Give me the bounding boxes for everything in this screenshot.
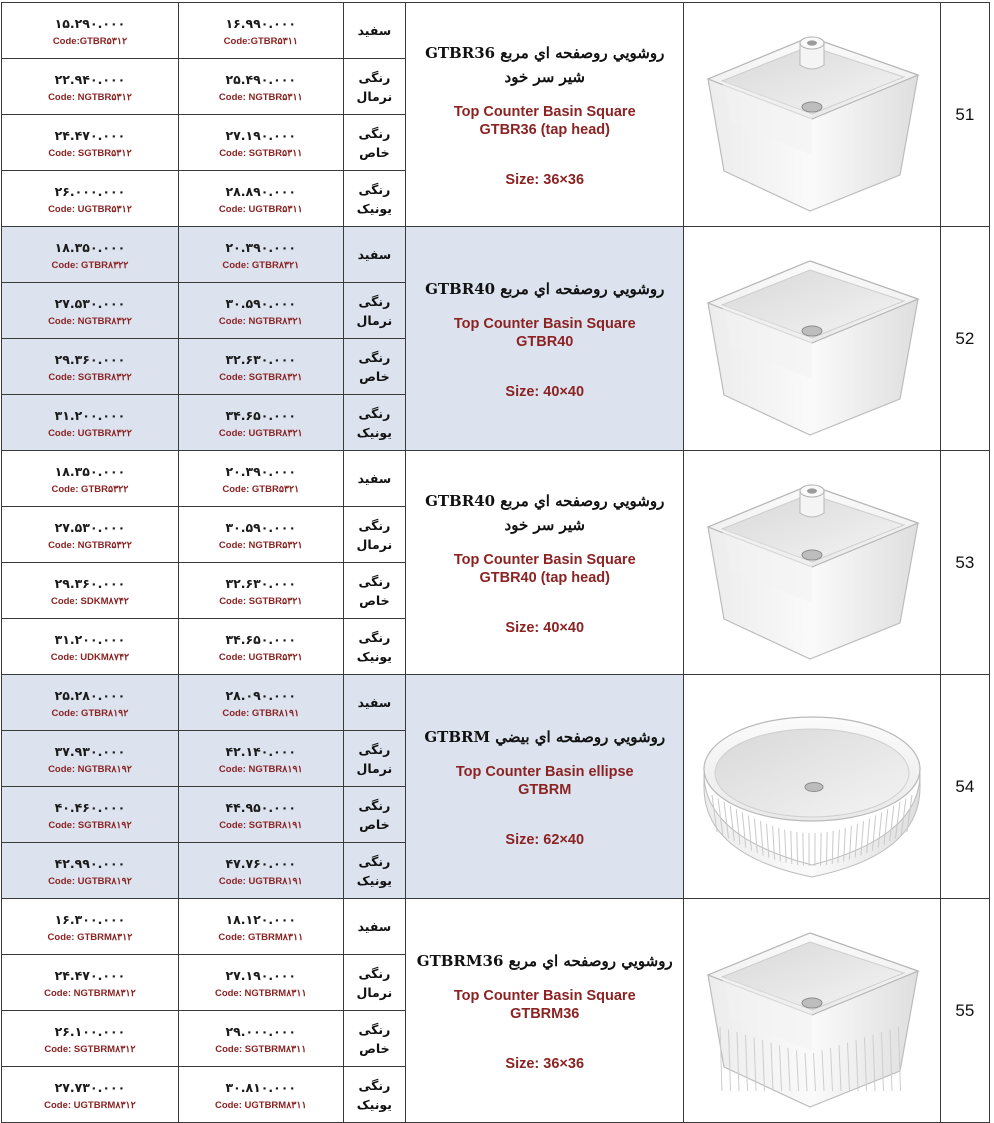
color-type-cell — [343, 339, 405, 395]
product-image-cell — [684, 3, 940, 227]
color-type-label: خاص — [344, 1039, 405, 1058]
price-1-code: Code: UGTBR۵۳۲۱ — [179, 651, 343, 665]
color-type-label: رنگی — [344, 516, 405, 535]
color-type-label: سفید — [344, 245, 405, 264]
price-2-code: Code: SDKM۸۷۴۲ — [2, 595, 178, 609]
price-1-cell — [178, 1067, 343, 1123]
color-type-label: رنگی — [344, 852, 405, 871]
color-type-label: خاص — [344, 591, 405, 610]
price-1-code: Code: SGTBR۸۳۲۱ — [179, 371, 343, 385]
price-1-value: ۲۷.۱۹۰.۰۰۰ — [179, 968, 343, 984]
color-type-label: نرمال — [344, 983, 405, 1002]
color-type-label: رنگی — [344, 348, 405, 367]
table-row — [2, 899, 990, 955]
price-1-code: Code: NGTBR۸۱۹۱ — [179, 763, 343, 777]
color-type-label: سفید — [344, 21, 405, 40]
product-image-cell — [684, 227, 940, 451]
price-1-cell — [178, 731, 343, 787]
color-type-cell — [343, 955, 405, 1011]
table-row — [2, 675, 990, 731]
color-type-label: یونیک — [344, 1095, 405, 1114]
price-1-code: Code: GTBRM۸۳۱۱ — [179, 931, 343, 945]
table-row — [2, 451, 990, 507]
price-2-value: ۱۸.۳۵۰.۰۰۰ — [2, 464, 178, 480]
color-type-cell — [343, 1067, 405, 1123]
product-size: Size: 62×40 — [406, 831, 683, 849]
price-2-value: ۲۵.۲۸۰.۰۰۰ — [2, 688, 178, 704]
row-number: 54 — [940, 675, 989, 899]
price-1-code: Code: GTBR۸۳۲۱ — [179, 259, 343, 273]
product-name-en: GTBRM — [406, 781, 683, 799]
color-type-label: رنگی — [344, 740, 405, 759]
price-2-code: Code: NGTBR۸۳۲۲ — [2, 315, 178, 329]
price-1-code: Code: GTBR۵۳۲۱ — [179, 483, 343, 497]
price-2-code: Code: GTBR۵۳۲۲ — [2, 483, 178, 497]
price-1-value: ۲۷.۱۹۰.۰۰۰ — [179, 128, 343, 144]
price-1-cell — [178, 1011, 343, 1067]
price-2-value: ۱۸.۳۵۰.۰۰۰ — [2, 240, 178, 256]
price-1-cell — [178, 59, 343, 115]
price-1-value: ۴۴.۹۵۰.۰۰۰ — [179, 800, 343, 816]
color-type-label: سفید — [344, 469, 405, 488]
product-image-cell — [684, 451, 940, 675]
color-type-label: رنگی — [344, 572, 405, 591]
price-2-value: ۲۴.۴۷۰.۰۰۰ — [2, 128, 178, 144]
price-2-code: Code: UGTBR۸۳۲۲ — [2, 427, 178, 441]
color-type-label: رنگی — [344, 124, 405, 143]
color-type-cell — [343, 899, 405, 955]
price-1-cell — [178, 899, 343, 955]
color-type-label: خاص — [344, 367, 405, 386]
price-1-value: ۲۸.۸۹۰.۰۰۰ — [179, 184, 343, 200]
color-type-cell — [343, 731, 405, 787]
price-2-value: ۲۹.۳۶۰.۰۰۰ — [2, 576, 178, 592]
price-2-cell — [2, 899, 179, 955]
price-1-code: Code: NGTBR۵۳۱۱ — [179, 91, 343, 105]
price-2-cell — [2, 3, 179, 59]
color-type-label: یونیک — [344, 871, 405, 890]
product-name-fa: شير سر خود — [406, 513, 683, 537]
price-1-value: ۲۵.۴۹۰.۰۰۰ — [179, 72, 343, 88]
color-type-label: نرمال — [344, 759, 405, 778]
color-type-cell — [343, 171, 405, 227]
price-1-code: Code: UGTBR۸۱۹۱ — [179, 875, 343, 889]
price-2-code: Code: UGTBR۵۳۱۲ — [2, 203, 178, 217]
product-size: Size: 36×36 — [406, 171, 683, 189]
price-2-value: ۳۷.۹۳۰.۰۰۰ — [2, 744, 178, 760]
price-2-cell — [2, 227, 179, 283]
price-1-code: Code: NGTBR۵۳۲۱ — [179, 539, 343, 553]
product-description — [406, 451, 684, 675]
price-2-value: ۲۲.۹۴۰.۰۰۰ — [2, 72, 178, 88]
price-2-code: Code: SGTBR۵۳۱۲ — [2, 147, 178, 161]
row-number: 55 — [940, 899, 989, 1123]
product-size: Size: 36×36 — [406, 1055, 683, 1073]
price-1-code: Code: SGTBR۸۱۹۱ — [179, 819, 343, 833]
product-description — [406, 899, 684, 1123]
price-2-code: Code: SGTBR۸۱۹۲ — [2, 819, 178, 833]
product-name-en: GTBR36 (tap head) — [406, 121, 683, 139]
price-2-value: ۳۱.۲۰۰.۰۰۰ — [2, 408, 178, 424]
price-2-value: ۴۰.۴۶۰.۰۰۰ — [2, 800, 178, 816]
oval-fluted-basin-image — [684, 687, 939, 887]
price-2-value: ۲۷.۷۳۰.۰۰۰ — [2, 1080, 178, 1096]
row-number: 53 — [940, 451, 989, 675]
color-type-cell — [343, 563, 405, 619]
price-1-code: Code: UGTBR۸۳۲۱ — [179, 427, 343, 441]
price-1-value: ۴۲.۱۴۰.۰۰۰ — [179, 744, 343, 760]
price-2-cell — [2, 675, 179, 731]
price-1-cell — [178, 395, 343, 451]
product-name-en: GTBR40 (tap head) — [406, 569, 683, 587]
color-type-label: رنگی — [344, 796, 405, 815]
price-1-value: ۳۴.۶۵۰.۰۰۰ — [179, 408, 343, 424]
price-2-cell — [2, 843, 179, 899]
product-name-fa: روشويي روصفحه اي مربع GTBRM36 — [406, 949, 683, 973]
price-2-code: Code: NGTBRM۸۳۱۲ — [2, 987, 178, 1001]
price-2-cell — [2, 171, 179, 227]
price-1-value: ۲۸.۰۹۰.۰۰۰ — [179, 688, 343, 704]
color-type-label: یونیک — [344, 199, 405, 218]
price-2-cell — [2, 451, 179, 507]
price-2-value: ۳۱.۲۰۰.۰۰۰ — [2, 632, 178, 648]
price-1-cell — [178, 507, 343, 563]
price-1-code: Code: NGTBRM۸۳۱۱ — [179, 987, 343, 1001]
price-1-code: Code: GTBR۸۱۹۱ — [179, 707, 343, 721]
product-name-fa: روشويي روصفحه اي مربع GTBR36 — [406, 41, 683, 65]
price-1-code: Code: NGTBR۸۳۲۱ — [179, 315, 343, 329]
product-name-en: GTBRM36 — [406, 1005, 683, 1023]
price-1-cell — [178, 563, 343, 619]
color-type-label: نرمال — [344, 87, 405, 106]
color-type-cell — [343, 619, 405, 675]
product-name-en: Top Counter Basin Square — [406, 987, 683, 1005]
product-name-en: Top Counter Basin Square — [406, 551, 683, 569]
product-image-cell — [684, 675, 940, 899]
price-2-code: Code: UDKM۸۷۴۲ — [2, 651, 178, 665]
color-type-label: رنگی — [344, 68, 405, 87]
price-1-value: ۳۰.۵۹۰.۰۰۰ — [179, 296, 343, 312]
price-1-cell — [178, 787, 343, 843]
price-2-cell — [2, 1067, 179, 1123]
price-2-value: ۲۶.۰۰۰.۰۰۰ — [2, 184, 178, 200]
product-size: Size: 40×40 — [406, 383, 683, 401]
product-name-en: GTBR40 — [406, 333, 683, 351]
price-2-value: ۲۹.۳۶۰.۰۰۰ — [2, 352, 178, 368]
product-image-cell — [684, 899, 940, 1123]
color-type-label: سفید — [344, 917, 405, 936]
product-name-fa: روشويي روصفحه اي بيضي GTBRM — [406, 725, 683, 749]
color-type-label: رنگی — [344, 964, 405, 983]
price-2-cell — [2, 115, 179, 171]
product-description — [406, 3, 684, 227]
price-1-cell — [178, 339, 343, 395]
product-name-en: Top Counter Basin Square — [406, 103, 683, 121]
price-1-cell — [178, 115, 343, 171]
price-2-cell — [2, 1011, 179, 1067]
price-1-value: ۲۰.۳۹۰.۰۰۰ — [179, 464, 343, 480]
price-2-cell — [2, 507, 179, 563]
price-1-cell — [178, 283, 343, 339]
square-fluted-basin-image — [684, 911, 939, 1111]
price-2-code: Code: NGTBR۸۱۹۲ — [2, 763, 178, 777]
color-type-cell — [343, 283, 405, 339]
price-1-code: Code: SGTBR۵۳۲۱ — [179, 595, 343, 609]
price-table — [1, 2, 990, 1123]
price-1-value: ۴۷.۷۶۰.۰۰۰ — [179, 856, 343, 872]
price-2-value: ۱۵.۲۹۰.۰۰۰ — [2, 16, 178, 32]
color-type-cell — [343, 675, 405, 731]
color-type-label: رنگی — [344, 404, 405, 423]
color-type-cell — [343, 395, 405, 451]
color-type-label: خاص — [344, 143, 405, 162]
price-1-code: Code:GTBR۵۳۱۱ — [179, 35, 343, 49]
price-1-cell — [178, 675, 343, 731]
price-2-value: ۲۶.۱۰۰.۰۰۰ — [2, 1024, 178, 1040]
product-description — [406, 227, 684, 451]
price-1-code: Code: SGTBRM۸۳۱۱ — [179, 1043, 343, 1057]
price-2-cell — [2, 563, 179, 619]
price-1-cell — [178, 955, 343, 1011]
product-name-fa: روشويي روصفحه اي مربع GTBR40 — [406, 489, 683, 513]
product-name-fa: شير سر خود — [406, 65, 683, 89]
price-1-code: Code: UGTBR۵۳۱۱ — [179, 203, 343, 217]
color-type-label: نرمال — [344, 535, 405, 554]
product-size: Size: 40×40 — [406, 619, 683, 637]
table-row — [2, 227, 990, 283]
price-2-cell — [2, 731, 179, 787]
price-2-value: ۱۶.۳۰۰.۰۰۰ — [2, 912, 178, 928]
color-type-label: رنگی — [344, 180, 405, 199]
price-1-value: ۳۰.۵۹۰.۰۰۰ — [179, 520, 343, 536]
price-table-body — [2, 3, 990, 1123]
product-description — [406, 675, 684, 899]
color-type-label: رنگی — [344, 1020, 405, 1039]
price-1-cell — [178, 619, 343, 675]
price-2-code: Code: NGTBR۵۳۲۲ — [2, 539, 178, 553]
product-name-en: Top Counter Basin Square — [406, 315, 683, 333]
square-basin-tap-head-image — [684, 15, 939, 215]
color-type-label: سفید — [344, 693, 405, 712]
price-1-value: ۳۲.۶۳۰.۰۰۰ — [179, 576, 343, 592]
price-2-code: Code: SGTBRM۸۳۱۲ — [2, 1043, 178, 1057]
price-2-cell — [2, 59, 179, 115]
color-type-cell — [343, 507, 405, 563]
price-1-value: ۱۶.۹۹۰.۰۰۰ — [179, 16, 343, 32]
price-2-cell — [2, 955, 179, 1011]
price-2-cell — [2, 283, 179, 339]
color-type-label: رنگی — [344, 1076, 405, 1095]
row-number: 52 — [940, 227, 989, 451]
price-1-cell — [178, 451, 343, 507]
price-1-value: ۲۰.۳۹۰.۰۰۰ — [179, 240, 343, 256]
price-1-code: Code: SGTBR۵۳۱۱ — [179, 147, 343, 161]
price-2-code: Code: NGTBR۵۳۱۲ — [2, 91, 178, 105]
color-type-label: خاص — [344, 815, 405, 834]
price-1-value: ۲۹.۰۰۰.۰۰۰ — [179, 1024, 343, 1040]
row-number: 51 — [940, 3, 989, 227]
price-1-value: ۱۸.۱۲۰.۰۰۰ — [179, 912, 343, 928]
color-type-label: نرمال — [344, 311, 405, 330]
product-name-fa: روشويي روصفحه اي مربع GTBR40 — [406, 277, 683, 301]
price-2-value: ۲۷.۵۳۰.۰۰۰ — [2, 520, 178, 536]
color-type-label: یونیک — [344, 423, 405, 442]
color-type-cell — [343, 115, 405, 171]
price-2-cell — [2, 395, 179, 451]
price-2-cell — [2, 619, 179, 675]
square-basin-image — [684, 239, 939, 439]
price-2-code: Code: GTBR۸۳۲۲ — [2, 259, 178, 273]
price-2-value: ۲۷.۵۳۰.۰۰۰ — [2, 296, 178, 312]
price-1-cell — [178, 227, 343, 283]
price-2-code: Code: SGTBR۸۳۲۲ — [2, 371, 178, 385]
price-2-code: Code: UGTBRM۸۳۱۲ — [2, 1099, 178, 1113]
price-2-code: Code:GTBR۵۳۱۲ — [2, 35, 178, 49]
price-1-value: ۳۲.۶۳۰.۰۰۰ — [179, 352, 343, 368]
price-2-value: ۴۲.۹۹۰.۰۰۰ — [2, 856, 178, 872]
color-type-cell — [343, 3, 405, 59]
price-1-value: ۳۴.۶۵۰.۰۰۰ — [179, 632, 343, 648]
table-row — [2, 3, 990, 59]
price-1-value: ۳۰.۸۱۰.۰۰۰ — [179, 1080, 343, 1096]
product-name-en: Top Counter Basin ellipse — [406, 763, 683, 781]
price-2-code: Code: UGTBR۸۱۹۲ — [2, 875, 178, 889]
color-type-cell — [343, 59, 405, 115]
color-type-cell — [343, 227, 405, 283]
square-basin-tap-head-image — [684, 463, 939, 663]
color-type-label: یونیک — [344, 647, 405, 666]
price-2-code: Code: GTBRM۸۳۱۲ — [2, 931, 178, 945]
color-type-cell — [343, 843, 405, 899]
price-2-cell — [2, 339, 179, 395]
color-type-label: رنگی — [344, 628, 405, 647]
price-2-value: ۲۴.۴۷۰.۰۰۰ — [2, 968, 178, 984]
color-type-label: رنگی — [344, 292, 405, 311]
price-2-code: Code: GTBR۸۱۹۲ — [2, 707, 178, 721]
color-type-cell — [343, 451, 405, 507]
color-type-cell — [343, 787, 405, 843]
price-1-cell — [178, 3, 343, 59]
color-type-cell — [343, 1011, 405, 1067]
price-1-cell — [178, 843, 343, 899]
price-2-cell — [2, 787, 179, 843]
price-1-cell — [178, 171, 343, 227]
price-1-code: Code: UGTBRM۸۳۱۱ — [179, 1099, 343, 1113]
